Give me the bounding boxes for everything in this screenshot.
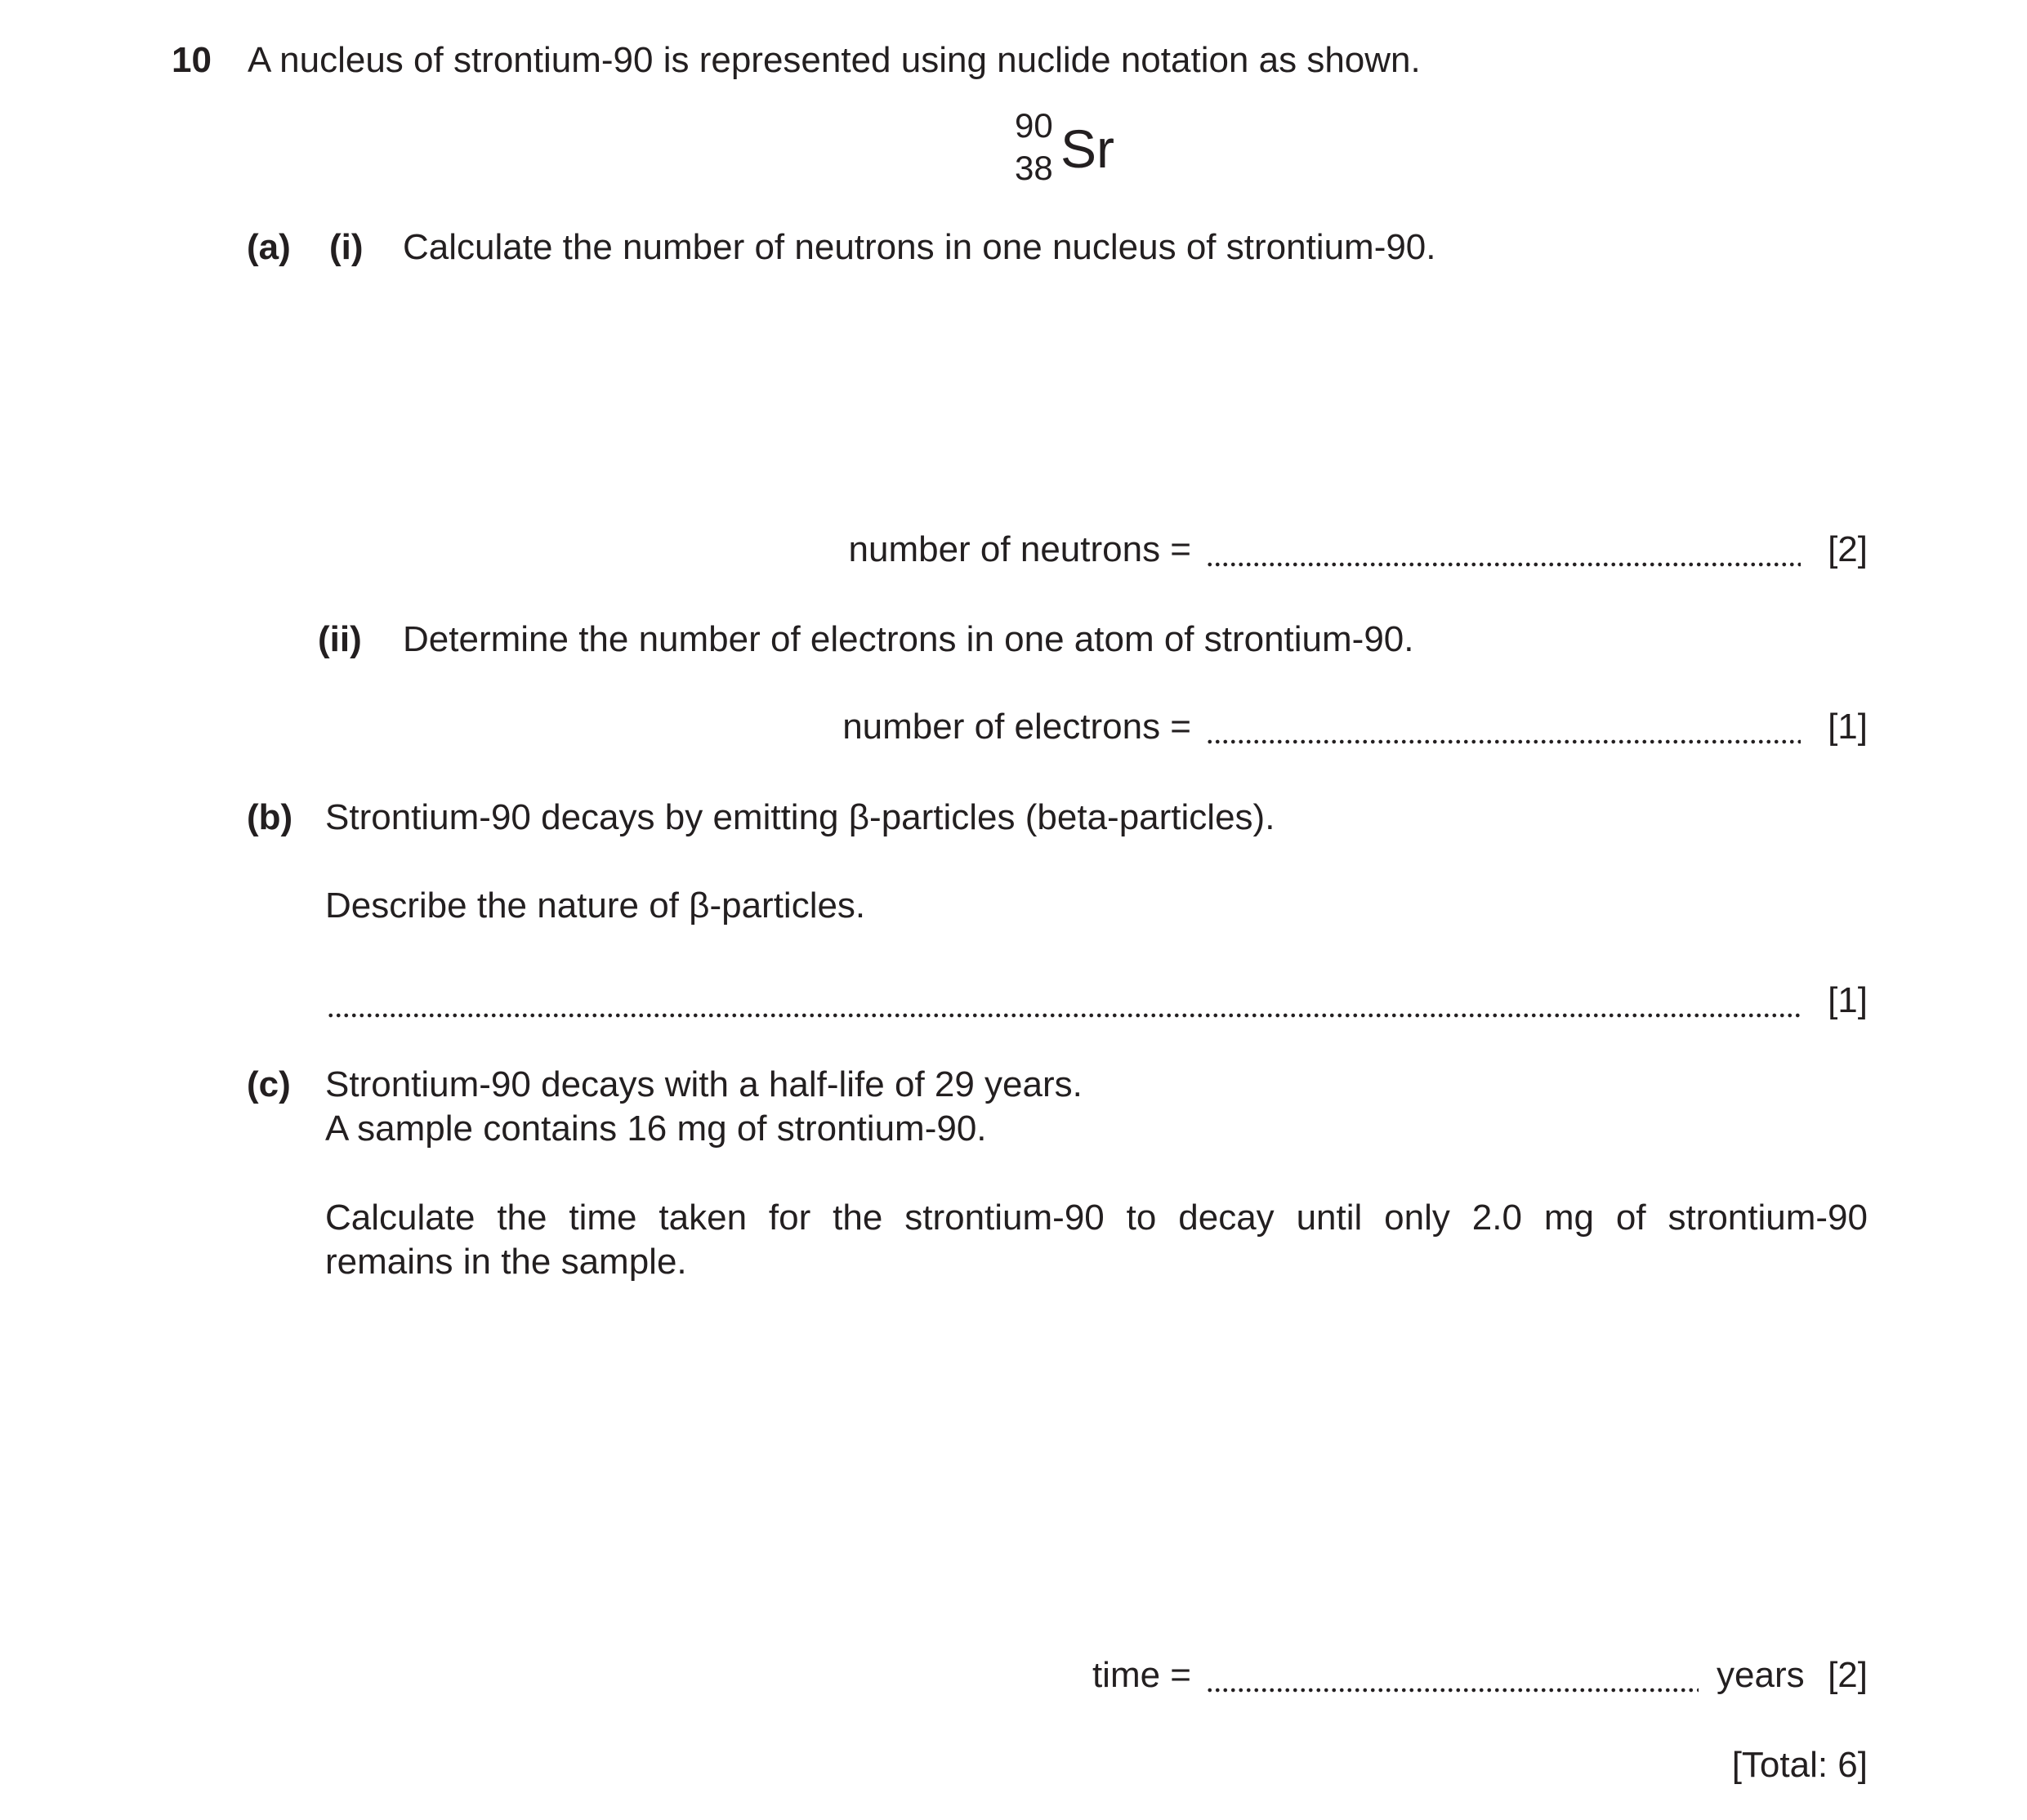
electrons-answer-label: number of electrons =	[842, 707, 1191, 747]
element-symbol: Sr	[1060, 118, 1114, 179]
part-b-prompt: Describe the nature of β-particles.	[325, 885, 866, 926]
time-unit: years	[1717, 1655, 1805, 1695]
atomic-number: 38	[1015, 149, 1053, 187]
neutrons-answer-label: number of neutrons =	[848, 529, 1191, 569]
part-c-prompt-line2: remains in the sample.	[325, 1242, 687, 1282]
mass-number: 90	[1015, 106, 1053, 145]
part-c-prompt-line1: Calculate the time taken for the strontium-90 to decay until only 2.0 mg of strontium-90	[325, 1198, 1868, 1238]
question-number: 10	[172, 40, 212, 80]
answer-dotted-line	[327, 1013, 1801, 1018]
part-c-label: (c)	[247, 1064, 291, 1104]
part-c-line2: A sample contains 16 mg of strontium-90.	[325, 1109, 987, 1149]
part-b-text: Strontium-90 decays by emitting β-particles (beta-particles).	[325, 797, 1275, 837]
part-a-label: (a)	[247, 227, 291, 267]
part-a-i-label: (i)	[329, 227, 364, 267]
answer-dotted-line	[1206, 562, 1801, 567]
nuclide-notation	[1013, 106, 1127, 196]
answer-dotted-line	[1206, 1688, 1699, 1693]
part-a-i-marks: [2]	[1828, 529, 1868, 569]
electrons-answer-field[interactable]	[1206, 700, 1801, 749]
part-b-answer-field[interactable]	[327, 974, 1801, 1023]
neutrons-answer-field[interactable]	[1206, 523, 1801, 572]
part-a-i-text: Calculate the number of neutrons in one nucleus of strontium-90.	[403, 227, 1436, 267]
part-b-label: (b)	[247, 797, 293, 837]
part-c-marks: [2]	[1828, 1655, 1868, 1695]
question-intro: A nucleus of strontium-90 is represented using nuclide notation as shown.	[248, 40, 1421, 80]
part-c-line1: Strontium-90 decays with a half-life of 29 years.	[325, 1064, 1083, 1104]
total-marks: [Total: 6]	[1731, 1745, 1868, 1785]
part-b-marks: [1]	[1828, 980, 1868, 1020]
part-a-ii-label: (ii)	[318, 619, 362, 659]
part-a-ii-text: Determine the number of electrons in one atom of strontium-90.	[403, 619, 1414, 659]
part-a-ii-marks: [1]	[1828, 707, 1868, 747]
time-answer-label: time =	[1092, 1655, 1191, 1695]
time-answer-field[interactable]	[1206, 1648, 1699, 1697]
answer-dotted-line	[1206, 739, 1801, 744]
